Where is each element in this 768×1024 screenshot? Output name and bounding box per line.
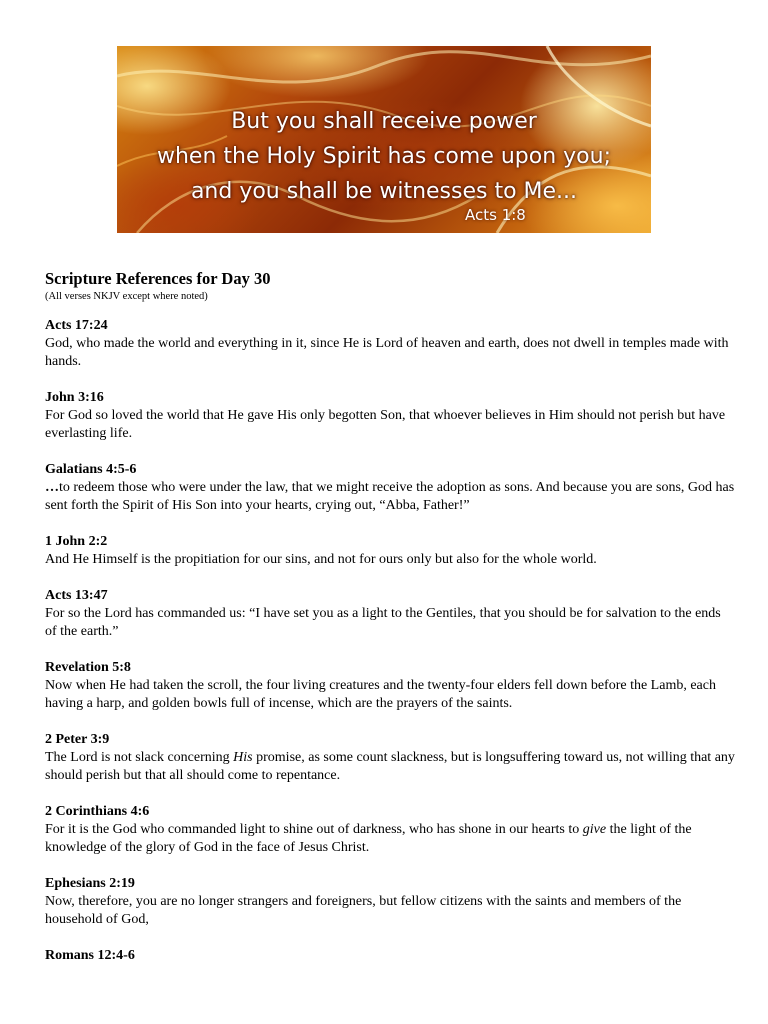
verse-text-segment: Now, therefore, you are no longer strangers and foreigners, but fellow citizens with the saints and members of the household of God,	[45, 894, 682, 927]
scripture-verse-text	[45, 551, 735, 569]
verse-text-segment: promise, as some count slackness, but is longsuffering toward us, not willing that any should perish but that all should come to repentance.	[45, 750, 735, 783]
verse-text-segment: For so the Lord has commanded us: “I have set you as a light to the Gentiles, that you should be for salvation to the ends of the earth.”	[45, 606, 721, 639]
verse-text-segment: give	[582, 822, 607, 837]
scripture-verse-text	[45, 749, 735, 785]
scripture-reference: Romans 12:4-6	[45, 948, 135, 963]
scripture-list	[45, 317, 735, 965]
verse-text-segment: The Lord is not slack concerning	[45, 750, 234, 765]
scripture-entry	[45, 731, 735, 785]
scripture-reference: 2 Peter 3:9	[45, 732, 110, 747]
verse-text-segment: Now when He had taken the scroll, the four living creatures and the twenty-four elders fell down before the Lamb, each having a harp, and golden bowls full of incense, which are the prayers of the saints.	[45, 678, 716, 711]
banner-reference: Acts 1:8	[465, 206, 526, 224]
scripture-verse-text	[45, 821, 735, 857]
scripture-entry	[45, 659, 735, 713]
scripture-entry	[45, 947, 735, 965]
verse-text-segment: For God so loved the world that He gave His only begotten Son, that whoever believes in Him should not perish but have everlasting life.	[45, 408, 726, 441]
scripture-reference: Acts 13:47	[45, 588, 108, 603]
scripture-verse-text	[45, 479, 735, 515]
scripture-entry	[45, 587, 735, 641]
scripture-entry	[45, 875, 735, 929]
scripture-reference: John 3:16	[45, 390, 104, 405]
scripture-verse-text	[45, 335, 735, 371]
scripture-reference: Acts 17:24	[45, 318, 108, 333]
verse-text-segment: His	[233, 750, 253, 765]
verse-text-segment: God, who made the world and everything in it, since He is Lord of heaven and earth, does not dwell in temples made with hands.	[45, 336, 729, 369]
scripture-verse-text	[45, 893, 735, 929]
scripture-entry	[45, 389, 735, 443]
scripture-entry	[45, 533, 735, 569]
scripture-banner-image	[117, 46, 651, 233]
banner-quote	[117, 104, 651, 209]
document-body	[45, 268, 735, 983]
banner-quote-line: and you shall be witnesses to Me...	[190, 179, 578, 204]
banner-quote-line: But you shall receive power	[231, 109, 537, 134]
scripture-reference: Revelation 5:8	[45, 660, 131, 675]
banner-quote-line: when the Holy Spirit has come upon you;	[157, 144, 611, 169]
scripture-reference: 1 John 2:2	[45, 534, 108, 549]
scripture-entry	[45, 317, 735, 371]
scripture-reference: Ephesians 2:19	[45, 876, 135, 891]
page-subtitle: (All verses NKJV except where noted)	[45, 291, 208, 302]
page-title: Scripture References for Day 30	[45, 269, 271, 288]
scripture-entry	[45, 803, 735, 857]
verse-text-segment: to redeem those who were under the law, that we might receive the adoption as sons. And because you are sons, God has sent forth the Spirit of His Son into your hearts, crying out, “Abba, Father!”	[45, 480, 735, 513]
scripture-reference: 2 Corinthians 4:6	[45, 804, 150, 819]
verse-text-segment: …	[45, 480, 59, 495]
scripture-reference: Galatians 4:5-6	[45, 462, 137, 477]
verse-text-segment: And He Himself is the propitiation for our sins, and not for ours only but also for the whole world.	[45, 552, 597, 567]
scripture-verse-text	[45, 407, 735, 443]
scripture-entry	[45, 461, 735, 515]
verse-text-segment: the light of the knowledge of the glory of God in the face of Jesus Christ.	[45, 822, 692, 855]
scripture-verse-text	[45, 677, 735, 713]
verse-text-segment: For it is the God who commanded light to shine out of darkness, who has shone in our hearts to	[45, 822, 583, 837]
scripture-verse-text	[45, 605, 735, 641]
